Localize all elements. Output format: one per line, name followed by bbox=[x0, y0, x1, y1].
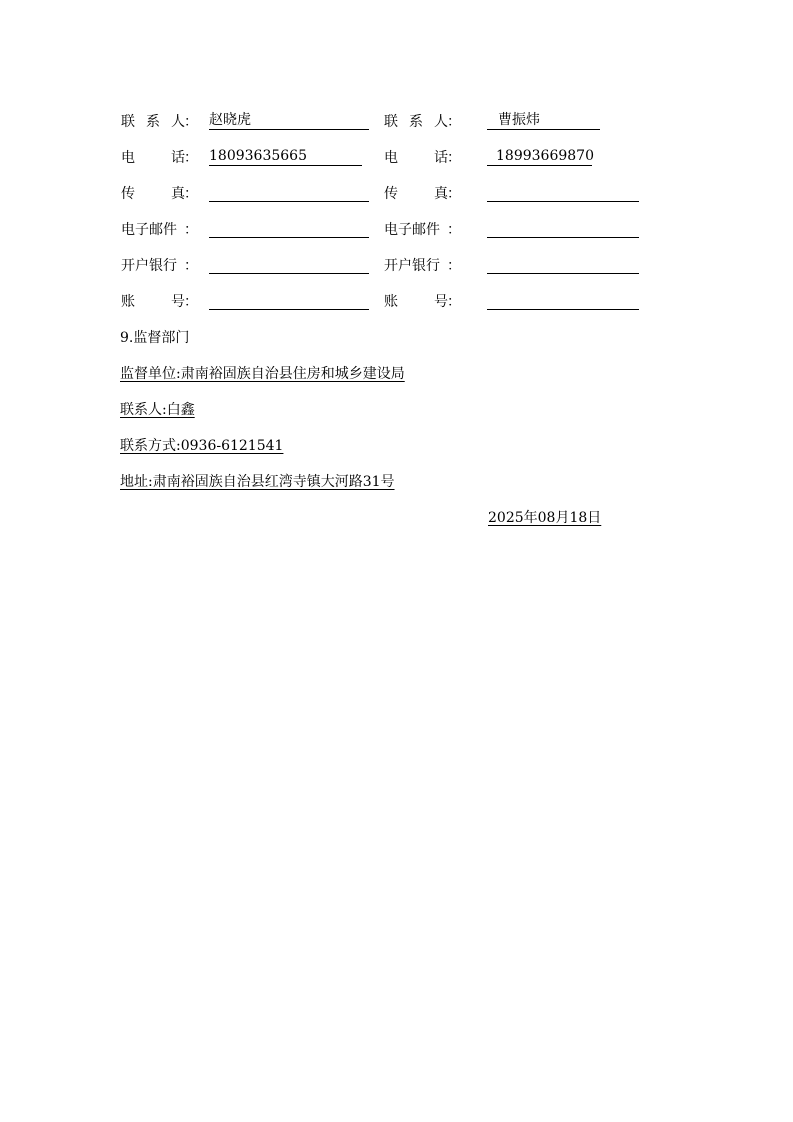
right-fax-value bbox=[487, 183, 639, 202]
right-bank-label bbox=[384, 255, 448, 275]
right-account-value bbox=[487, 291, 639, 310]
label-char: 传 bbox=[384, 186, 398, 202]
label-char: 系 bbox=[409, 114, 423, 130]
label-char: 话 bbox=[171, 150, 185, 166]
label-char: 电 bbox=[121, 150, 135, 166]
right-fax-row bbox=[0, 183, 793, 205]
colon: ： bbox=[447, 294, 461, 310]
label-char: 人 bbox=[171, 114, 185, 130]
right-phone-row bbox=[0, 147, 793, 169]
right-contact-row bbox=[0, 111, 793, 133]
section-heading: 9.监督部门 bbox=[120, 330, 190, 346]
right-phone-value bbox=[487, 147, 592, 166]
right-email-row bbox=[0, 219, 793, 241]
colon: ： bbox=[447, 258, 461, 274]
document-date: 2025年08月18日 bbox=[488, 510, 602, 526]
colon: ： bbox=[184, 258, 198, 274]
right-bank-value bbox=[487, 255, 639, 274]
right-email-value bbox=[487, 219, 639, 238]
supervision-contact: 联系人:白鑫 bbox=[120, 402, 195, 418]
label-char: 账 bbox=[121, 294, 135, 310]
label-char: 人 bbox=[434, 114, 448, 130]
right-contact-label bbox=[384, 111, 448, 131]
colon: ： bbox=[184, 294, 198, 310]
supervision-address: 地址:肃南裕固族自治县红湾寺镇大河路31号 bbox=[120, 474, 395, 490]
label-char: 号 bbox=[171, 294, 185, 310]
label-text: 开户银行 bbox=[384, 258, 440, 274]
field-value: 18993669870 bbox=[496, 148, 594, 164]
label-char: 系 bbox=[146, 114, 160, 130]
colon: ： bbox=[447, 222, 461, 238]
label-char: 话 bbox=[434, 150, 448, 166]
colon: ： bbox=[447, 150, 461, 166]
label-char: 联 bbox=[121, 114, 135, 130]
supervision-unit: 监督单位:肃南裕固族自治县住房和城乡建设局 bbox=[120, 366, 405, 382]
right-bank-row bbox=[0, 255, 793, 277]
colon: ： bbox=[184, 222, 198, 238]
field-value: 18093635665 bbox=[209, 148, 307, 164]
field-value: 曹振炜 bbox=[498, 112, 540, 128]
label-char: 账 bbox=[384, 294, 398, 310]
label-char: 号 bbox=[434, 294, 448, 310]
right-email-label bbox=[384, 219, 448, 239]
colon: ： bbox=[184, 150, 198, 166]
colon: ： bbox=[184, 186, 198, 202]
label-char: 联 bbox=[384, 114, 398, 130]
label-text: 电子邮件 bbox=[121, 222, 177, 238]
label-char: 传 bbox=[121, 186, 135, 202]
label-text: 电子邮件 bbox=[384, 222, 440, 238]
label-char: 真 bbox=[434, 186, 448, 202]
label-char: 真 bbox=[171, 186, 185, 202]
supervision-phone: 联系方式:0936-6121541 bbox=[120, 438, 284, 454]
colon: ： bbox=[447, 114, 461, 130]
right-phone-label bbox=[384, 147, 448, 167]
label-char: 电 bbox=[384, 150, 398, 166]
right-account-row bbox=[0, 291, 793, 313]
right-contact-value bbox=[487, 111, 600, 130]
colon: ： bbox=[184, 114, 198, 130]
right-account-label bbox=[384, 291, 448, 311]
colon: ： bbox=[447, 186, 461, 202]
right-fax-label bbox=[384, 183, 448, 203]
field-value: 赵晓虎 bbox=[209, 112, 251, 128]
label-text: 开户银行 bbox=[121, 258, 177, 274]
